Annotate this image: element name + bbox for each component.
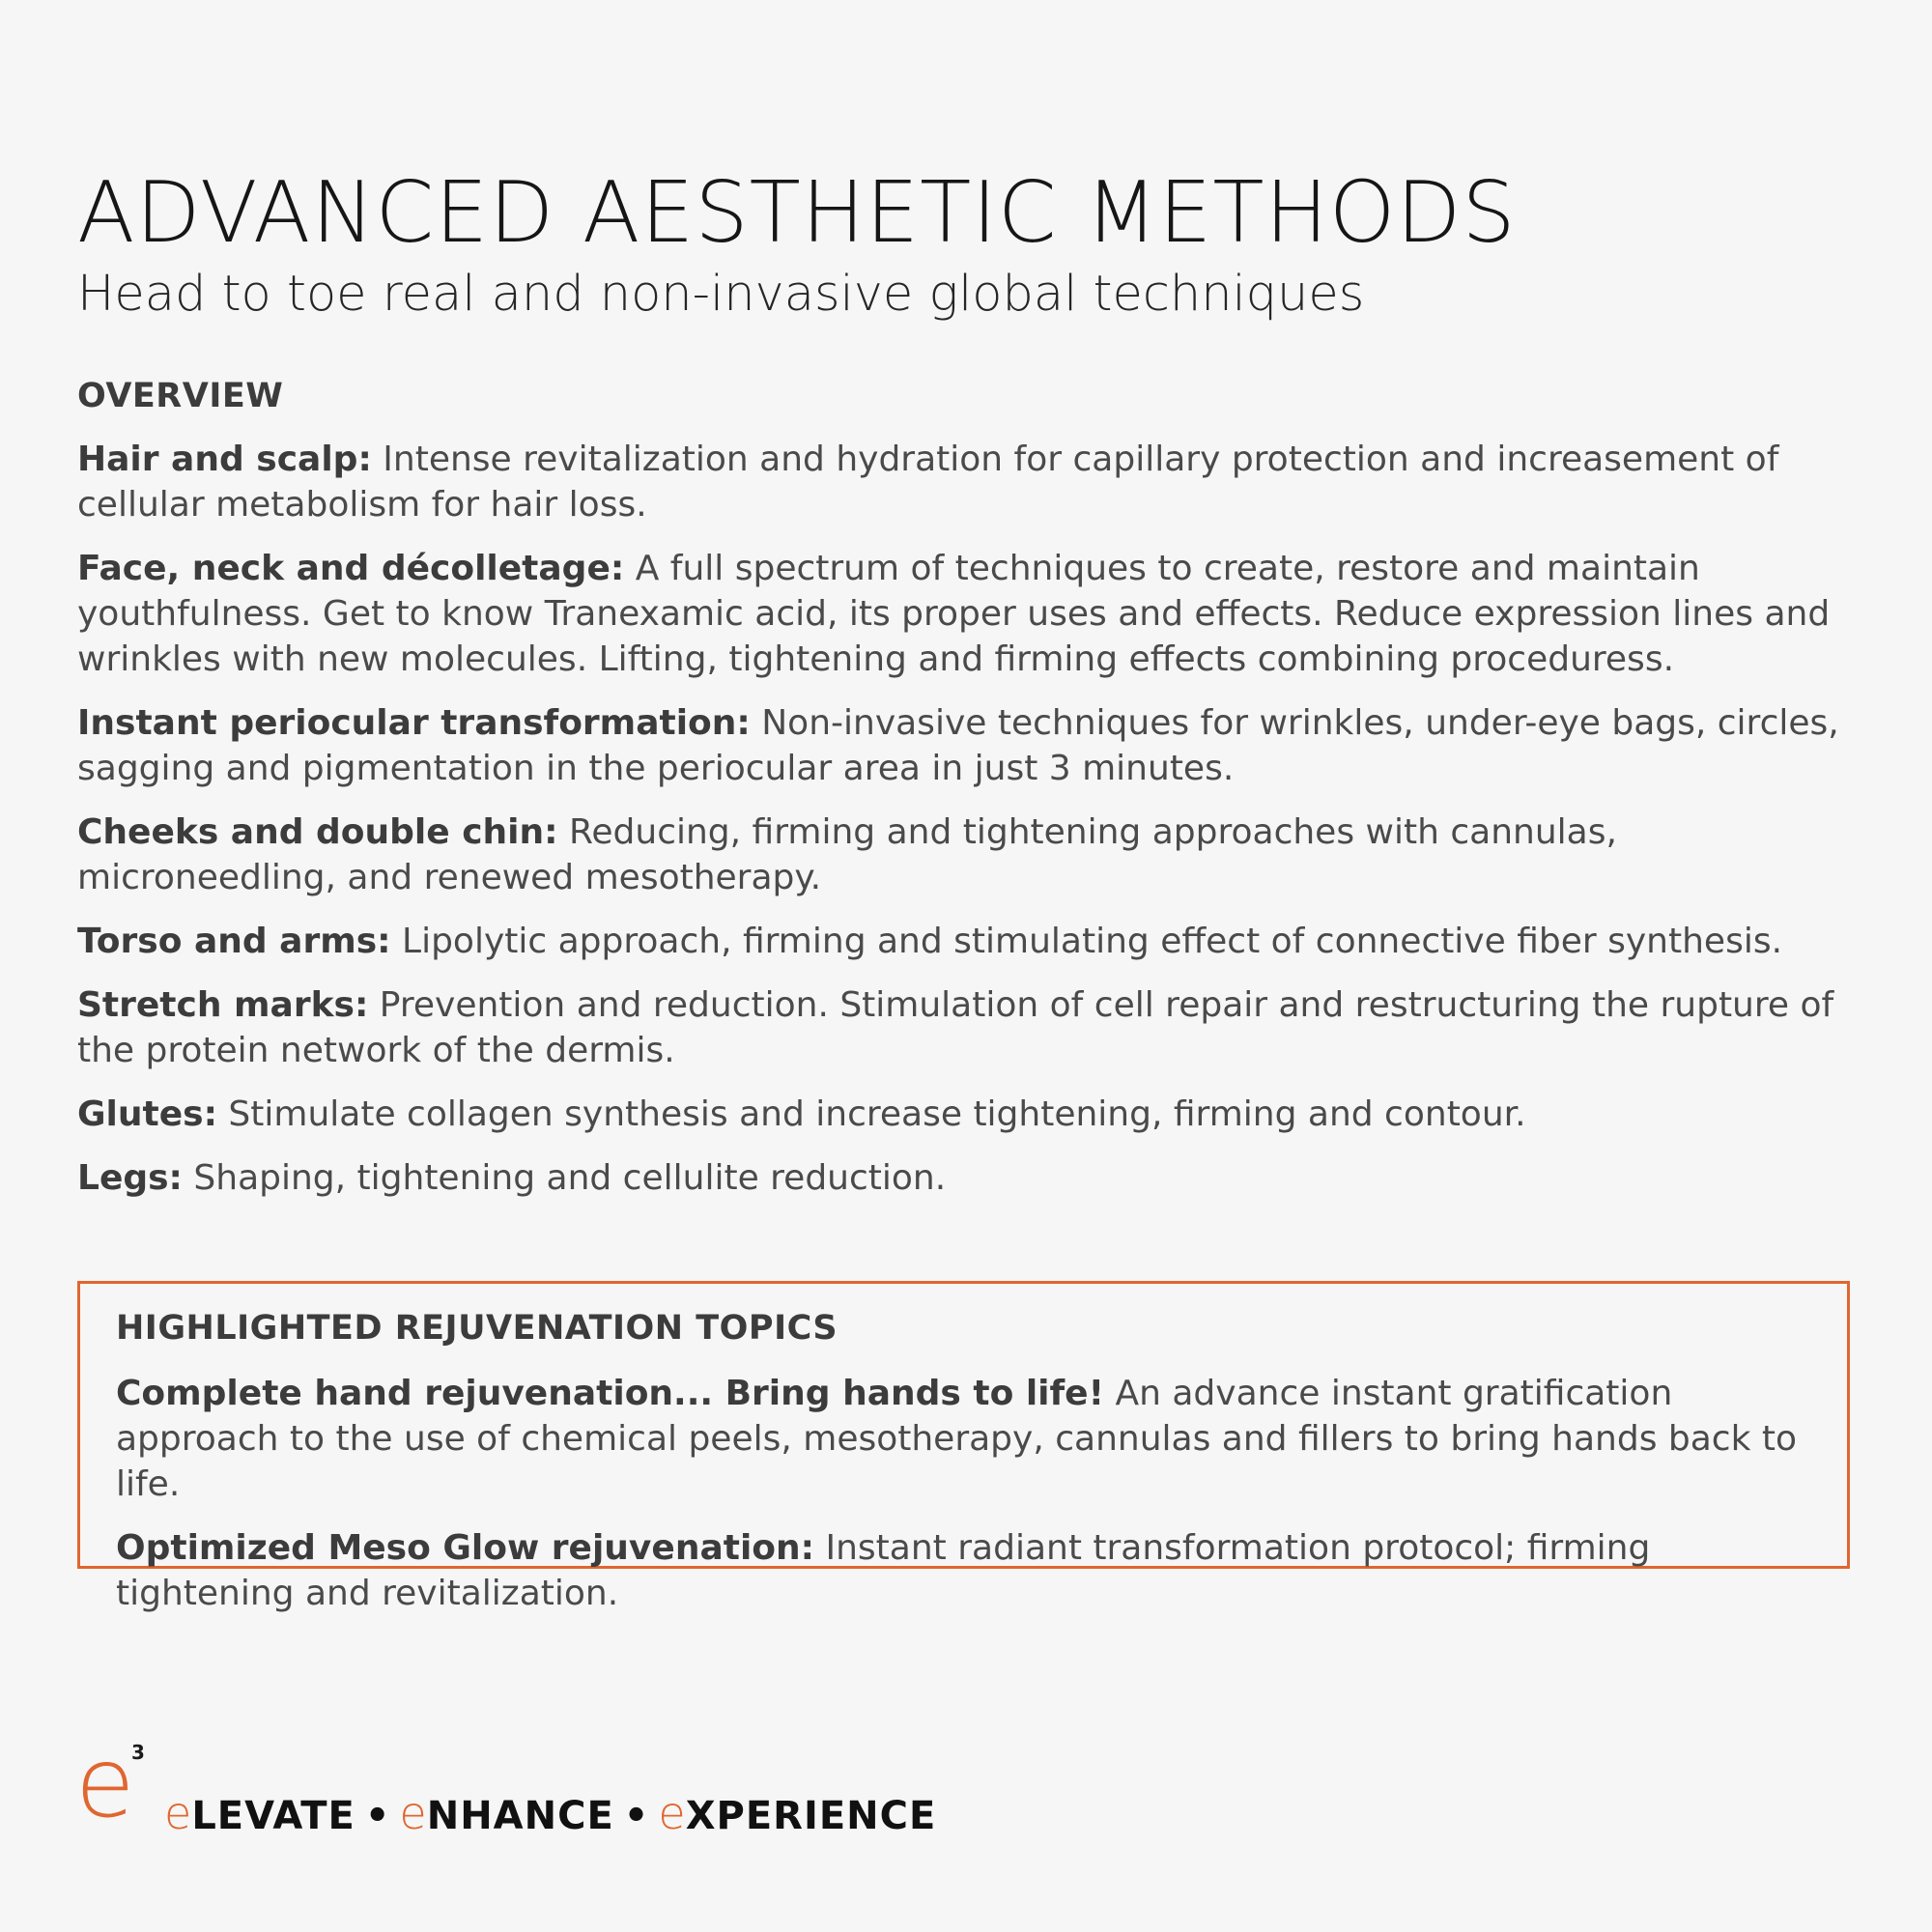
item-description: Reducing, firming and tightening approaches with cannulas, microneedling, and renewed mesotherapy.: [77, 812, 1617, 897]
tagline-word: NHANCE: [426, 1794, 614, 1838]
overview-section: [77, 375, 1874, 1201]
item-description: Non-invasive techniques for wrinkles, under-eye bags, circles, sagging and pigmentation in the periocular area in just 3 minutes.: [77, 703, 1839, 788]
highlighted-topics-box: [77, 1281, 1850, 1613]
highlighted-item: [116, 1525, 1812, 1616]
item-term: Stretch marks:: [77, 985, 369, 1025]
item-term: Glutes:: [77, 1094, 217, 1134]
item-description: Shaping, tightening and cellulite reduction.: [182, 1158, 947, 1198]
item-term: Hair and scalp:: [77, 440, 372, 479]
overview-item: [77, 919, 1874, 964]
tagline-accent-letter: e: [658, 1787, 686, 1839]
overview-item: [77, 546, 1874, 682]
tagline-accent-letter: e: [399, 1787, 427, 1839]
brand-tagline: [164, 1787, 937, 1839]
item-description: An advance instant gratification approach to the use of chemical peels, mesotherapy, cannulas and fillers to bring hands back to life.: [116, 1374, 1798, 1504]
item-term: Face, neck and décolletage:: [77, 549, 625, 588]
item-description: A full spectrum of techniques to create, restore and maintain youthfulness. Get to know Tranexamic acid, its proper uses and effects. Reduce expression lines and wrinkles with new molecules. Lifting, tightening and firming effects combining proceduress.: [77, 549, 1831, 679]
item-description: Intense revitalization and hydration for capillary protection and increasement of cellular metabolism for hair loss.: [77, 440, 1779, 525]
overview-item: [77, 437, 1874, 527]
item-description: Instant radiant transformation protocol; firming tightening and revitalization.: [116, 1528, 1651, 1613]
highlighted-item: [116, 1371, 1812, 1507]
logo-superscript: 3: [131, 1741, 145, 1764]
item-term: Instant periocular transformation:: [77, 703, 751, 743]
item-description: Lipolytic approach, firming and stimulating effect of connective fiber synthesis.: [390, 922, 1783, 961]
page-title: ADVANCED AESTHETIC METHODS: [77, 163, 1517, 262]
item-term: Legs:: [77, 1158, 183, 1198]
item-description: Prevention and reduction. Stimulation of cell repair and restructuring the rupture of the protein network of the dermis.: [77, 985, 1834, 1070]
overview-item: [77, 982, 1874, 1073]
item-term: Torso and arms:: [77, 922, 391, 961]
tagline-separator: •: [623, 1794, 649, 1838]
tagline-separator: •: [364, 1794, 390, 1838]
item-term: Cheeks and double chin:: [77, 812, 558, 852]
overview-heading: OVERVIEW: [77, 377, 284, 415]
logo-letter: e: [75, 1726, 135, 1839]
tagline-word: LEVATE: [191, 1794, 355, 1838]
overview-item: [77, 810, 1874, 900]
tagline-accent-letter: e: [164, 1787, 192, 1839]
e3-logo: [75, 1726, 145, 1843]
overview-item: [77, 700, 1874, 791]
item-term: Complete hand rejuvenation... Bring hands to life!: [116, 1374, 1105, 1413]
item-term: Optimized Meso Glow rejuvenation:: [116, 1528, 815, 1568]
overview-item: [77, 1155, 1874, 1201]
overview-item: [77, 1092, 1874, 1137]
item-description: Stimulate collagen synthesis and increase tightening, firming and contour.: [216, 1094, 1526, 1134]
highlighted-heading: HIGHLIGHTED REJUVENATION TOPICS: [116, 1309, 838, 1348]
tagline-word: XPERIENCE: [685, 1794, 937, 1838]
page-subtitle: Head to toe real and non-invasive global techniques: [77, 266, 1365, 323]
page-content: [77, 164, 1874, 1219]
